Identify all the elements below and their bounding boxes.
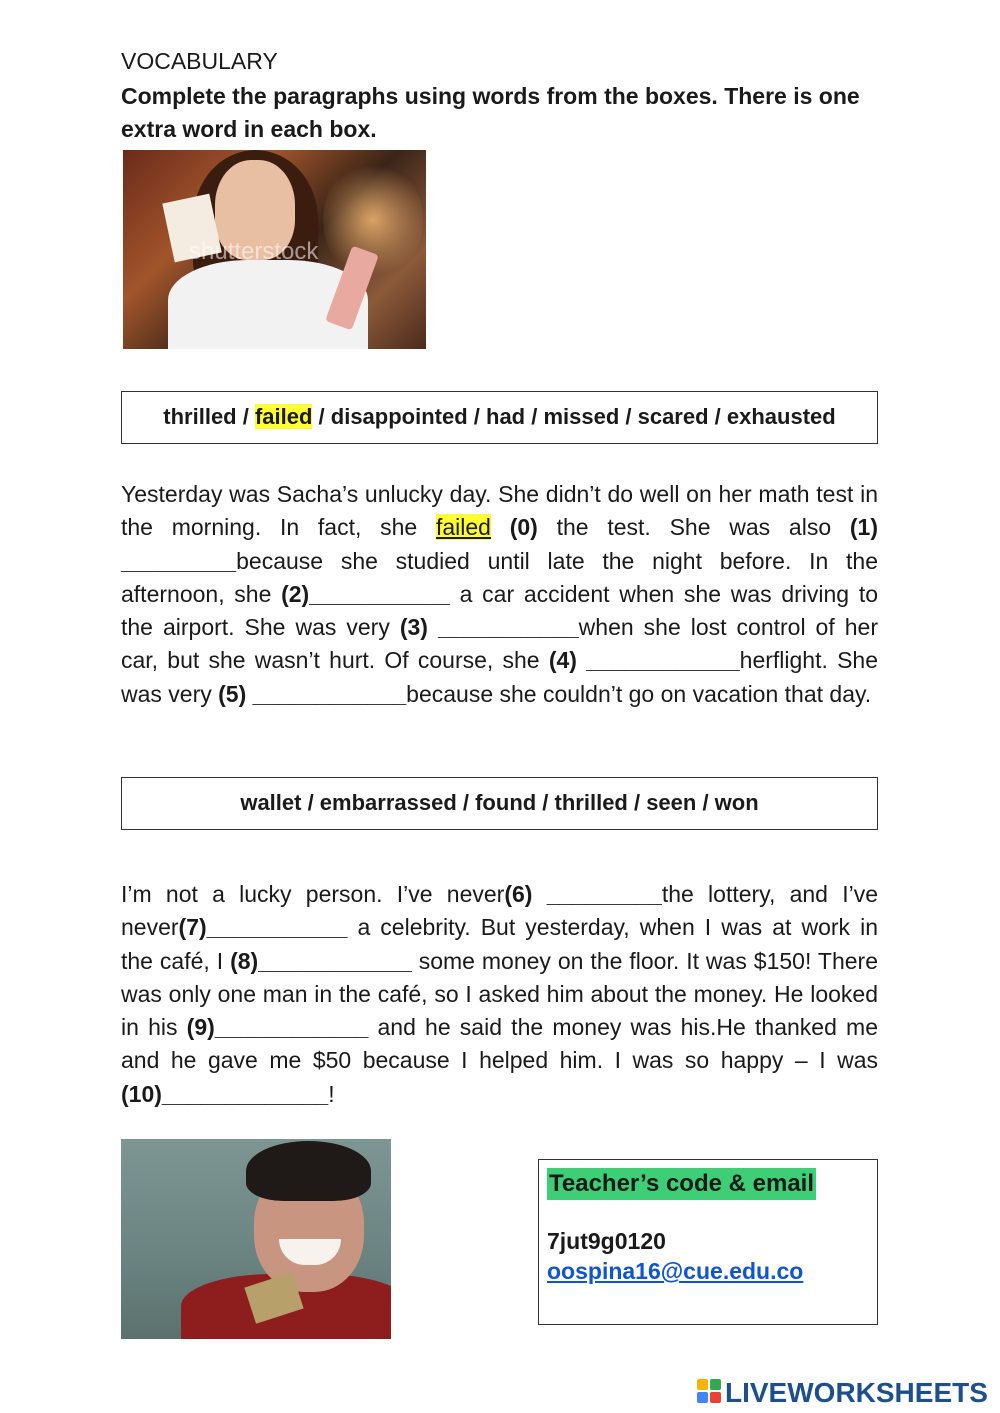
marker-4: (4) (548, 647, 577, 674)
blank-10[interactable]: _____________ (161, 1080, 329, 1107)
blank-2[interactable]: ___________ (309, 580, 450, 607)
paragraph-1 (121, 478, 878, 711)
word-box-2: wallet / embarrassed / found / thrilled / seen / won (121, 777, 878, 830)
marker-0: (0) (509, 514, 538, 541)
p2-text: I’m not a lucky person. I’ve never (121, 881, 505, 907)
paragraph-2 (121, 878, 878, 1111)
worksheet-heading: VOCABULARY (121, 48, 278, 74)
teacher-info-title: Teacher’s code & email (547, 1168, 816, 1200)
marker-1: (1) (849, 514, 878, 541)
p1-text: Yesterday was Sacha’s unlucky day. She didn’t do well on her math test in the morning. In fact, she (121, 481, 878, 541)
p2-text: a celebrity. But yesterday, when I was at work in the café, I (121, 914, 878, 974)
blank-1[interactable]: _________ (121, 547, 237, 574)
blank-7[interactable]: ___________ (206, 914, 348, 941)
marker-6: (6) (504, 881, 533, 907)
p2-text: ! (328, 1080, 335, 1107)
word-box-1-before: thrilled / (163, 404, 255, 429)
blank-9[interactable]: ____________ (214, 1014, 369, 1041)
p1-text: because she couldn’t go on vacation that day. (406, 680, 872, 707)
blank-3[interactable]: ___________ (427, 614, 579, 641)
word-box-1 (121, 391, 878, 444)
example-answer: failed (435, 514, 491, 541)
teacher-email-link[interactable]: oospina16@cue.edu.co (547, 1258, 804, 1284)
p1-text: the test. She was also (537, 514, 850, 541)
marker-10: (10) (121, 1080, 162, 1107)
marker-9: (9) (186, 1014, 215, 1041)
p2-text: and he said the money was his.He thanked me and he gave me $50 because I helped him. I was so happy – I was (121, 1014, 878, 1074)
blank-8[interactable]: ____________ (258, 947, 412, 974)
marker-5: (5) (218, 680, 247, 707)
p1-text: a car accident when she was driving to the airport. She was very (121, 580, 878, 641)
marker-3: (3) (399, 614, 428, 641)
marker-7: (7) (178, 914, 207, 941)
marker-2: (2) (281, 580, 310, 607)
word-box-1-after: / disappointed / had / missed / scared / exhausted (312, 404, 836, 429)
p1-text: because she studied until late the night before. In the afternoon, she (121, 547, 878, 607)
blank-5[interactable]: ____________ (246, 680, 407, 707)
p1-text: when she lost control of her car, but she wasn’t hurt. Of course, she (121, 614, 878, 674)
p2-text: some money on the floor. It was $150! There was only one man in the café, so I asked him about the money. He looked in his (121, 947, 878, 1041)
photo-lucky-man (121, 1139, 391, 1339)
teacher-code: 7jut9g0120 (547, 1228, 666, 1254)
photo-watermark: shutterstock (189, 238, 319, 265)
blank-6[interactable]: _________ (532, 881, 662, 907)
marker-8: (8) (230, 947, 259, 974)
logo-mark-icon (697, 1379, 723, 1407)
teacher-info-box (538, 1159, 878, 1325)
blank-4[interactable]: ____________ (576, 647, 740, 674)
instructions-text: Complete the paragraphs using words from the boxes. There is one extra word in each box. (121, 83, 860, 142)
word-box-1-highlight: failed (254, 404, 313, 429)
logo-text: LIVEWORKSHEETS (725, 1377, 988, 1408)
p1-text: herflight. She was very (121, 647, 879, 707)
liveworksheets-logo[interactable] (697, 1376, 988, 1410)
p2-text: the lottery, and I’ve never (121, 881, 879, 941)
photo-unlucky-girl (123, 150, 426, 349)
